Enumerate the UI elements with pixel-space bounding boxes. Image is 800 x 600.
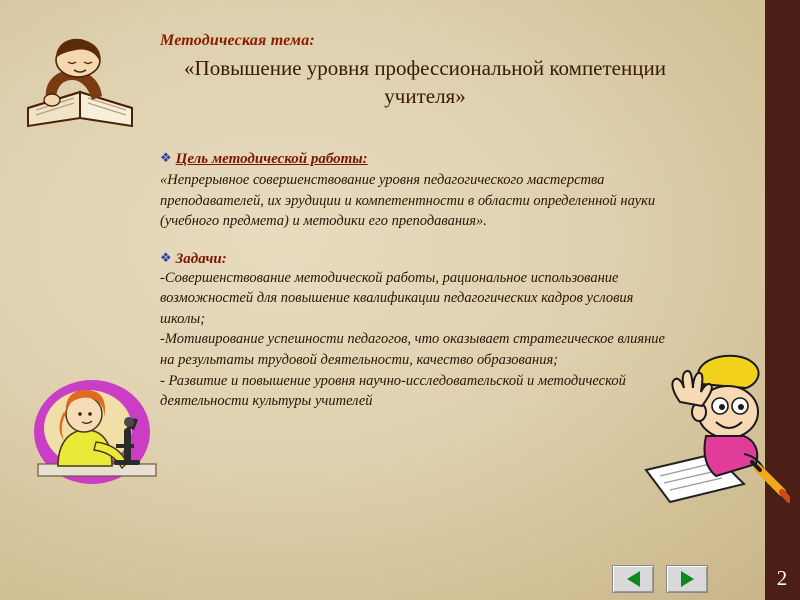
list-item: -Мотивирование успешности педагогов, что оказывает стратегическое влияние на результаты трудовой деятельности, качество образования;: [160, 331, 665, 369]
girl-with-microscope-image: [30, 368, 165, 503]
page-number: 2: [776, 566, 788, 590]
slide-body: [160, 150, 680, 412]
boy-writing-image: [640, 350, 790, 515]
tasks-block: [160, 250, 680, 412]
goal-block: [160, 150, 680, 232]
spacer: [160, 232, 680, 250]
diamond-bullet-icon: ❖: [160, 150, 172, 165]
goal-text: «Непрерывное совершенствование уровня педагогического мастерства преподавателей, их эрудиции и компетентности в области определенной науки (учебного предмета) и методики его преподавания».: [160, 172, 656, 230]
page-title: «Повышение уровня профессиональной компетенции учителя»: [184, 56, 666, 109]
list-item: - Развитие и повышение уровня научно-исследовательской и методической деятельности культуры учителей: [160, 372, 626, 410]
tasks-heading: Задачи:: [175, 250, 227, 267]
tasks-heading-row: [160, 250, 680, 268]
triangle-left-icon: [627, 571, 640, 587]
goal-heading-row: [160, 150, 680, 168]
diamond-bullet-icon: ❖: [160, 249, 172, 265]
child-reading-book-image: [22, 30, 142, 130]
goal-heading: Цель методической работы:: [175, 151, 368, 167]
prev-slide-button[interactable]: [612, 565, 654, 593]
list-item: -Совершенствование методической работы, рациональное использование возможностей для повышение квалификации педагогических кадров условия школы;: [160, 269, 634, 327]
title-kicker: Методическая тема:: [160, 32, 315, 49]
slide-title-block: [160, 32, 680, 111]
slide-navigation: [612, 565, 708, 593]
next-slide-button[interactable]: [666, 565, 708, 593]
triangle-right-icon: [681, 571, 694, 587]
